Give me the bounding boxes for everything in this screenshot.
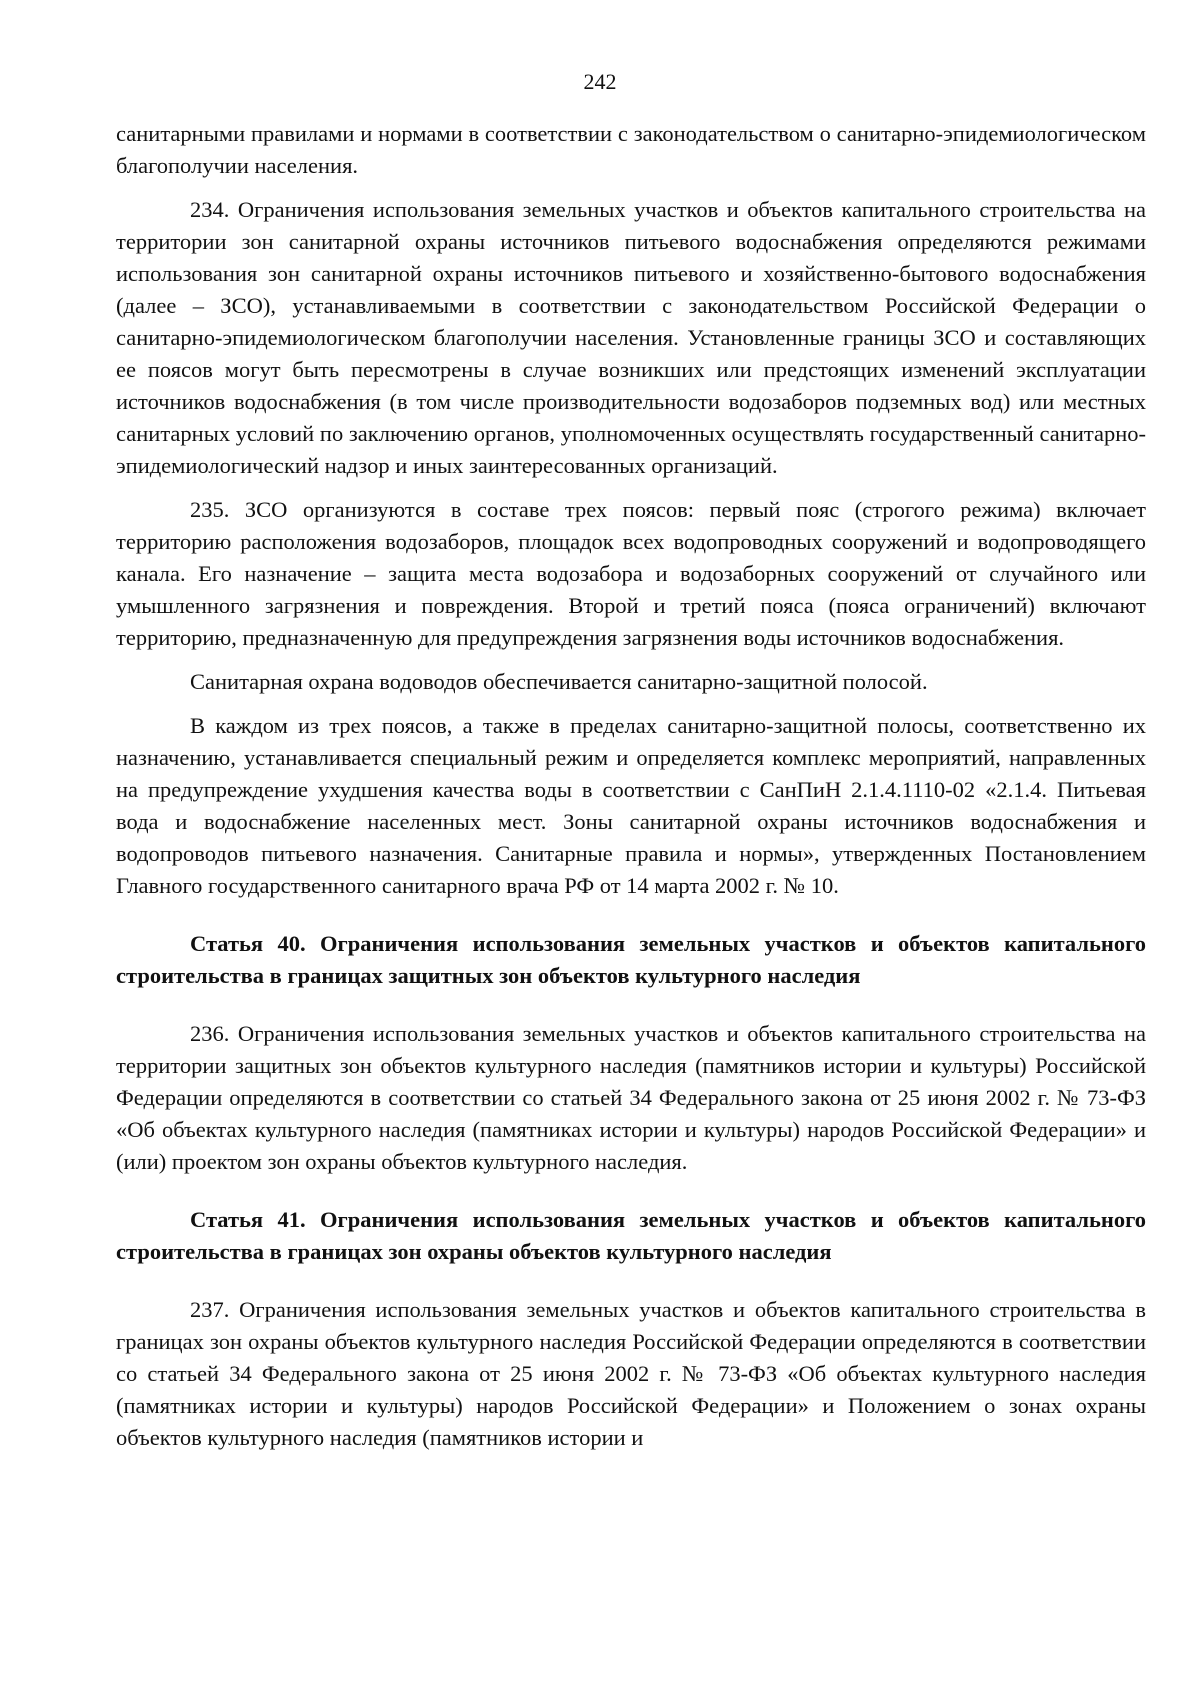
paragraph-236: 236. Ограничения использования земельных участков и объектов капитального строительства на территории защитных зон объектов культурного наследия (памятников истории и культуры) Российской Федерации определяются в соответствии со статьей 34 Федерального закона от 25 июня 2002 г. № 73-ФЗ «Об объектах культурного наследия (памятниках истории и культуры) народов Российской Федерации» и (или) проектом зон охраны объектов культурного наследия.: [116, 1021, 1146, 1174]
paragraph-each-belt: В каждом из трех поясов, а также в пределах санитарно-защитной полосы, соответственно их назначению, устанавливается специальный режим и определяется комплекс мероприятий, направленных на предупреждение ухудшения качества воды в соответствии с СанПиН 2.1.4.1110-02 «2.1.4. Питьевая вода и водоснабжение населенных мест. Зоны санитарной охраны источников водоснабжения и водопроводов питьевого назначения. Санитарные правила и нормы», утвержденных Постановлением Главного государственного санитарного врача РФ от 14 марта 2002 г. № 10.: [116, 713, 1146, 898]
paragraph-237: 237. Ограничения использования земельных участков и объектов капитального строительства в границах зон охраны объектов культурного наследия Российской Федерации определяются в соответствии со статьей 34 Федерального закона от 25 июня 2002 г. № 73-ФЗ «Об объектах культурного наследия (памятниках истории и культуры) народов Российской Федерации» и Положением о зонах охраны объектов культурного наследия (памятников истории и: [116, 1297, 1146, 1450]
article-41-heading: Статья 41. Ограничения использования земельных участков и объектов капитального строительства в границах зон охраны объектов культурного наследия: [116, 1207, 1146, 1264]
paragraph-235: 235. ЗСО организуются в составе трех поясов: первый пояс (строгого режима) включает территорию расположения водозаборов, площадок всех водопроводных сооружений и водопроводящего канала. Его назначение – защита места водозабора и водозаборных сооружений от случайного или умышленного загрязнения и повреждения. Второй и третий пояса (пояса ограничений) включают территорию, предназначенную для предупреждения загрязнения воды источников водоснабжения.: [116, 497, 1146, 650]
page-number: 242: [583, 69, 617, 94]
document-body: [116, 118, 1146, 1466]
paragraph-sanitary-protection: Санитарная охрана водоводов обеспечивается санитарно-защитной полосой.: [190, 669, 928, 694]
article-40-heading: Статья 40. Ограничения использования земельных участков и объектов капитального строительства в границах защитных зон объектов культурного наследия: [116, 931, 1146, 988]
paragraph-234: 234. Ограничения использования земельных участков и объектов капитального строительства на территории зон санитарной охраны источников питьевого водоснабжения определяются режимами использования зон санитарной охраны источников питьевого и хозяйственно-бытового водоснабжения (далее – ЗСО), устанавливаемыми в соответствии с законодательством Российской Федерации о санитарно-эпидемиологическом благополучии населения. Установленные границы ЗСО и составляющих ее поясов могут быть пересмотрены в случае возникших или предстоящих изменений эксплуатации источников водоснабжения (в том числе производительности водозаборов подземных вод) или местных санитарных условий по заключению органов, уполномоченных осуществлять государственный санитарно-эпидемиологический надзор и иных заинтересованных организаций.: [116, 197, 1146, 478]
paragraph-continuation: санитарными правилами и нормами в соответствии с законодательством о санитарно-эпидемиологическом благополучии населения.: [116, 121, 1146, 178]
